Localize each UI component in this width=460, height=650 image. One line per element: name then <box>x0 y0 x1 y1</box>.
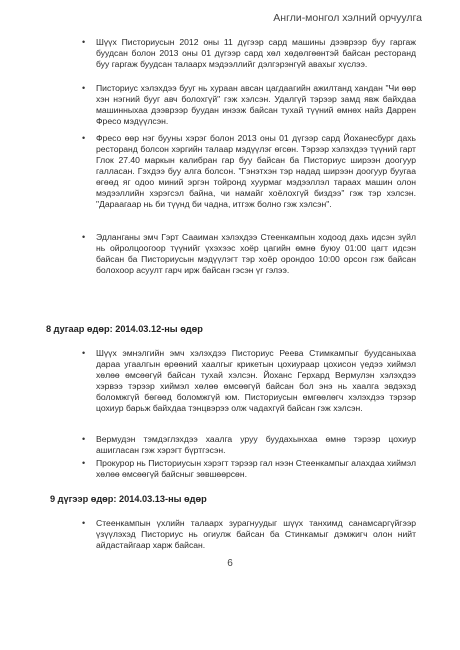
bullet-icon: • <box>82 518 86 528</box>
section-heading: 8 дугаар өдөр: 2014.03.12-ны өдөр <box>46 324 203 334</box>
bullet-icon: • <box>82 83 86 93</box>
bullet-icon: • <box>82 133 86 143</box>
bullet-icon: • <box>82 434 86 444</box>
bullet-text: Шүүх эмнэлгийн эмч хэлэхдээ Писториус Реева Стимкампыг буудсаныхаа дараа угаалгын өрөөний хаалгыг крикетын цохиураар цохисон үедээ хиймэл хөлөө өмсөөгүй байсан тухай хэлсэн. Йоханс Герхард Вермулэн хэлэхдээ хэрвээ тэрээр хиймэл хөлөө өмсөөгүй байсан бол энэ нь хаалга эвдэхэд боломжгүй бөгөөд боломжгүй юм. Писториусын өмгөөлөгч хэлэхдээ тэрээр цохиур барьж байхдаа тэнцвэрээ олж чадахгүй байсан гэж хэлсэн. <box>96 348 416 413</box>
bullet-text: Фресо өөр нэг бууны хэрэг болон 2013 оны 01 дүгээр сард Йоханесбург дахь ресторанд болсон хэргийн талаар мэдүүлэг өгсөн. Тэрээр хэлэхдээ түүний гарт Глок 27.40 маркын калибран гар буу байсан ба Писториус ширээн доогуур галласан. Гэхдээ буу алга болсон. "Гэнэтхэн тэр надад ширээн доогуур буугаа өгөөд яг одоо миний эргэн тойронд хуурмаг мэдээллэл тараах машин олон мэдээллийн хэрэгсэл байна, чи намайг хоёлохгүй биздээ" гэж тэр хэлсэн. "Дараагаар нь би түүнд би чадна, итгэж болно гэж хэлсэн". <box>96 133 416 209</box>
bullet-text: Стеенкампын үхлийн талаарх зурагнуудыг шүүх танхимд санамсаргүйгээр үзүүлэхэд Писториус нь огиулж байсан ба Стинкамыг дэмжигч олон нийт айдастайгаар харж байсан. <box>96 518 416 550</box>
bullet-icon: • <box>82 458 86 468</box>
bullet-text: Шүүх Писториусын 2012 оны 11 дүгээр сард машины дээврээр буу гаргаж буудсан болон 2013 оны 01 дүгээр сард хөл хөдөлгөөнтэй байсан ресторанд буу гаргаж буудсан талаарх мэдээллийг дэлгэрэнгүй авахыг хүслээ. <box>96 37 416 69</box>
bullet-text: Прокурор нь Писториусын хэрэгт тэрээр гал нээн Стеенкампыг алахдаа хиймэл хөлөө өмсөөгүй байсныг зөвшөөрсөн. <box>96 458 416 479</box>
page-header: Англи-монгол хэлний орчуулга <box>273 12 422 24</box>
bullet-icon: • <box>82 37 86 47</box>
bullet-text: Эдланганы эмч Гэрт Сааиман хэлэхдээ Стеенкампын ходоод дахь идсэн зүйл нь ойролцоогоор түүнийг үхэхээс хоёр цагийн өмнө буюу 01:00 цагт идсэн байсан ба Писториусын мэдүүлэгт тэр хоёр орондоо 10:00 орсон гэж байсан болохоор асуулт гарч ирж байсан гэсэн үг гэлээ. <box>96 232 416 275</box>
bullet-icon: • <box>82 348 86 358</box>
bullet-icon: • <box>82 232 86 242</box>
section-heading: 9 дүгээр өдөр: 2014.03.13-ны өдөр <box>50 494 207 504</box>
page-number: 6 <box>227 558 233 569</box>
bullet-text: Писториус хэлэхдээ бууг нь хураан авсан цагдаагийн ажилтанд хандан "Чи өөр хэн нэгний бууг авч болохгүй" гэж хэлсэн. Удалгүй тэрээр замд явж байхдаа машинныхаа дээврээр буудан инээж байсан тухай түүний өмнөх найз Даррен Фресо мэдүүлсэн. <box>96 83 416 126</box>
bullet-text: Вермудэн тэмдэглэхдээ хаалга уруу буудахынхаа өмнө тэрээр цохиур ашигласан гэж хэрэгт бүртгэсэн. <box>96 434 416 455</box>
